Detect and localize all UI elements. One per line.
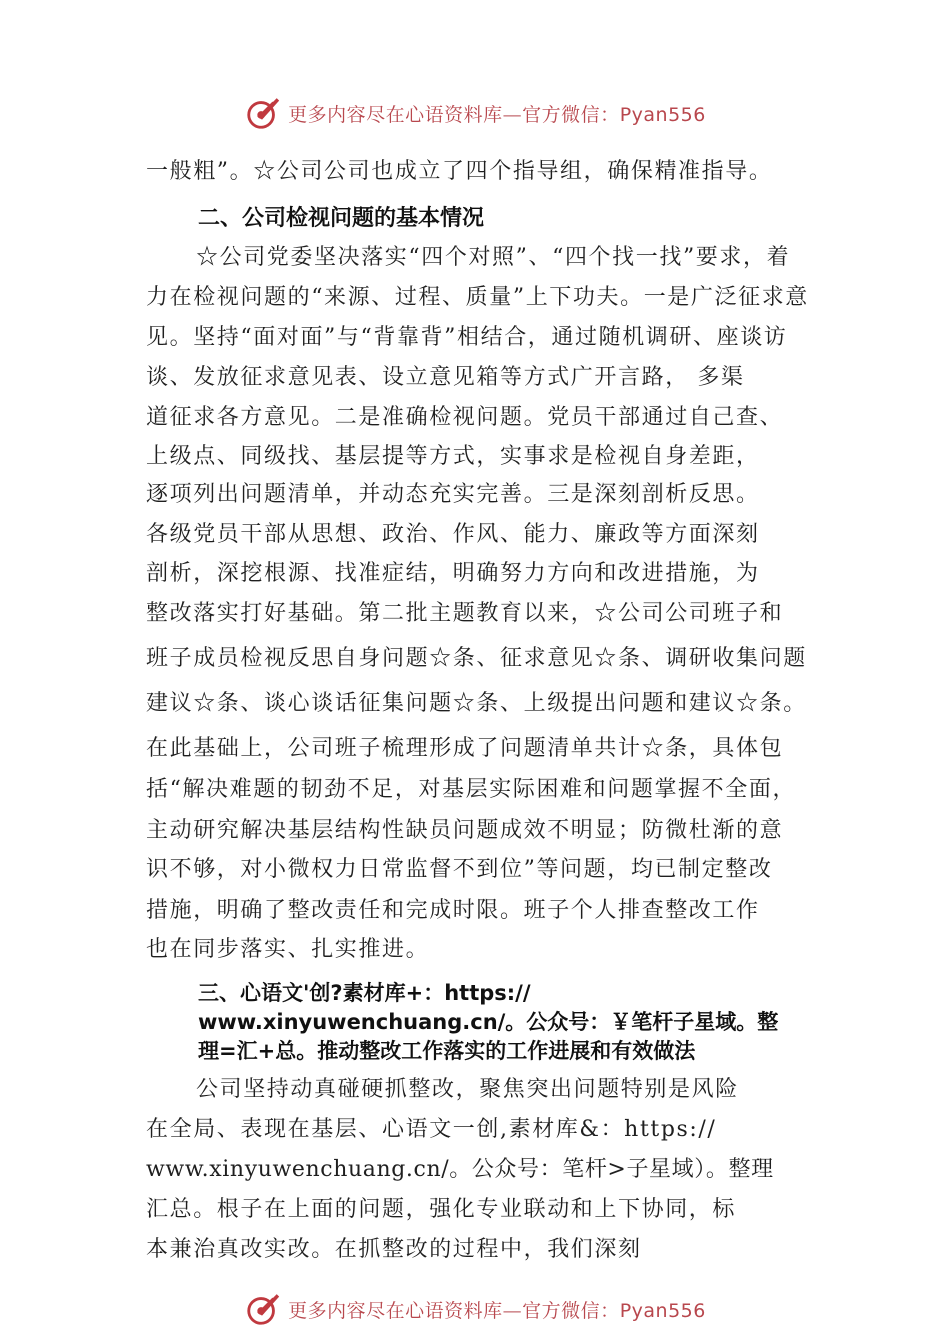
paragraph-line: 括“解决难题的韧劲不足，对基层实际困难和问题掌握不全面， xyxy=(146,777,797,802)
banner-separator: — xyxy=(502,103,523,126)
paragraph-line: 主动研究解决基层结构性缺员问题成效不明显；防微杜渐的意 xyxy=(146,818,784,843)
paragraph-line: 各级党员干部从思想、政治、作风、能力、廉政等方面深刻 xyxy=(146,522,760,547)
banner-text xyxy=(288,1296,706,1323)
paragraph-line: 本兼治真改实改。在抓整改的过程中，我们深刻 xyxy=(146,1237,642,1262)
paragraph-line: 道征求各方意见。二是准确检视问题。党员干部通过自己查、 xyxy=(146,405,784,430)
paragraph-line: 建议☆条、谈心谈话征集问题☆条、上级提出问题和建议☆条。 xyxy=(146,691,807,716)
paragraph-line: 在此基础上，公司班子梳理形成了问题清单共计☆条，具体包 xyxy=(146,736,784,761)
paragraph-line: 在全局、表现在基层、心语文一创,素材库&：https:// xyxy=(146,1117,717,1142)
paragraph-line: 逐项列出问题清单，并动态充实完善。三是深刻剖析反思。 xyxy=(146,482,760,507)
quill-seal-logo-icon xyxy=(244,1290,282,1328)
section-heading-3-line1: 三、心语文'创?素材库+：https:// xyxy=(198,981,531,1005)
section-heading-3-line3: 理=汇+总。推动整改工作落实的工作进展和有效做法 xyxy=(198,1039,696,1063)
quill-seal-logo-icon xyxy=(244,94,282,132)
banner-wechat-id: Pyan556 xyxy=(619,1299,706,1322)
paragraph-line: 上级点、同级找、基层提等方式，实事求是检视自身差距， xyxy=(146,444,760,469)
banner-title: 更多内容尽在心语资料库 xyxy=(288,103,503,126)
paragraph-line: 班子成员检视反思自身问题☆条、征求意见☆条、调研收集问题 xyxy=(146,646,807,671)
banner-wechat-label: 官方微信： xyxy=(522,103,620,126)
paragraph-line: 见。坚持“面对面”与“背靠背”相结合，通过随机调研、座谈访 xyxy=(146,325,788,350)
banner-wechat-label: 官方微信： xyxy=(522,1299,620,1322)
header-watermark-banner xyxy=(0,93,950,133)
paragraph-line: 谈、发放征求意见表、设立意见箱等方式广开言路， 多渠 xyxy=(146,365,745,390)
paragraph-line: ☆公司党委坚决落实“四个对照”、“四个找一找”要求，着 xyxy=(196,245,791,270)
paragraph-line: 也在同步落实、扎实推进。 xyxy=(146,937,430,962)
paragraph-line: 整改落实打好基础。第二批主题教育以来，☆公司公司班子和 xyxy=(146,601,784,626)
paragraph-line: 剖析，深挖根源、找准症结，明确努力方向和改进措施，为 xyxy=(146,561,760,586)
banner-text xyxy=(288,100,706,127)
section-heading-3-line2: www.xinyuwenchuang.cn/。公众号：￥笔杆子星域。整 xyxy=(198,1010,779,1034)
banner-separator: — xyxy=(502,1299,523,1322)
paragraph-line: 汇总。根子在上面的问题，强化专业联动和上下协同，标 xyxy=(146,1197,737,1222)
paragraph-line: 识不够，对小微权力日常监督不到位”等问题，均已制定整改 xyxy=(146,857,773,882)
paragraph-line: 公司坚持动真碰硬抓整改，聚焦突出问题特别是风险 xyxy=(196,1077,739,1102)
banner-wechat-id: Pyan556 xyxy=(619,103,706,126)
paragraph-line: 措施，明确了整改责任和完成时限。班子个人排查整改工作 xyxy=(146,898,760,923)
footer-watermark-banner xyxy=(0,1289,950,1329)
section-heading-2: 二、公司检视问题的基本情况 xyxy=(198,206,485,231)
paragraph-line: 力在检视问题的“来源、过程、质量”上下功夫。一是广泛征求意 xyxy=(146,285,809,310)
paragraph-line: www.xinyuwenchuang.cn/。公众号：笔杆>子星域）。整理 xyxy=(146,1157,774,1182)
paragraph-line: 一般粗”。☆公司公司也成立了四个指导组，确保精准指导。 xyxy=(146,159,773,184)
banner-title: 更多内容尽在心语资料库 xyxy=(288,1299,503,1322)
